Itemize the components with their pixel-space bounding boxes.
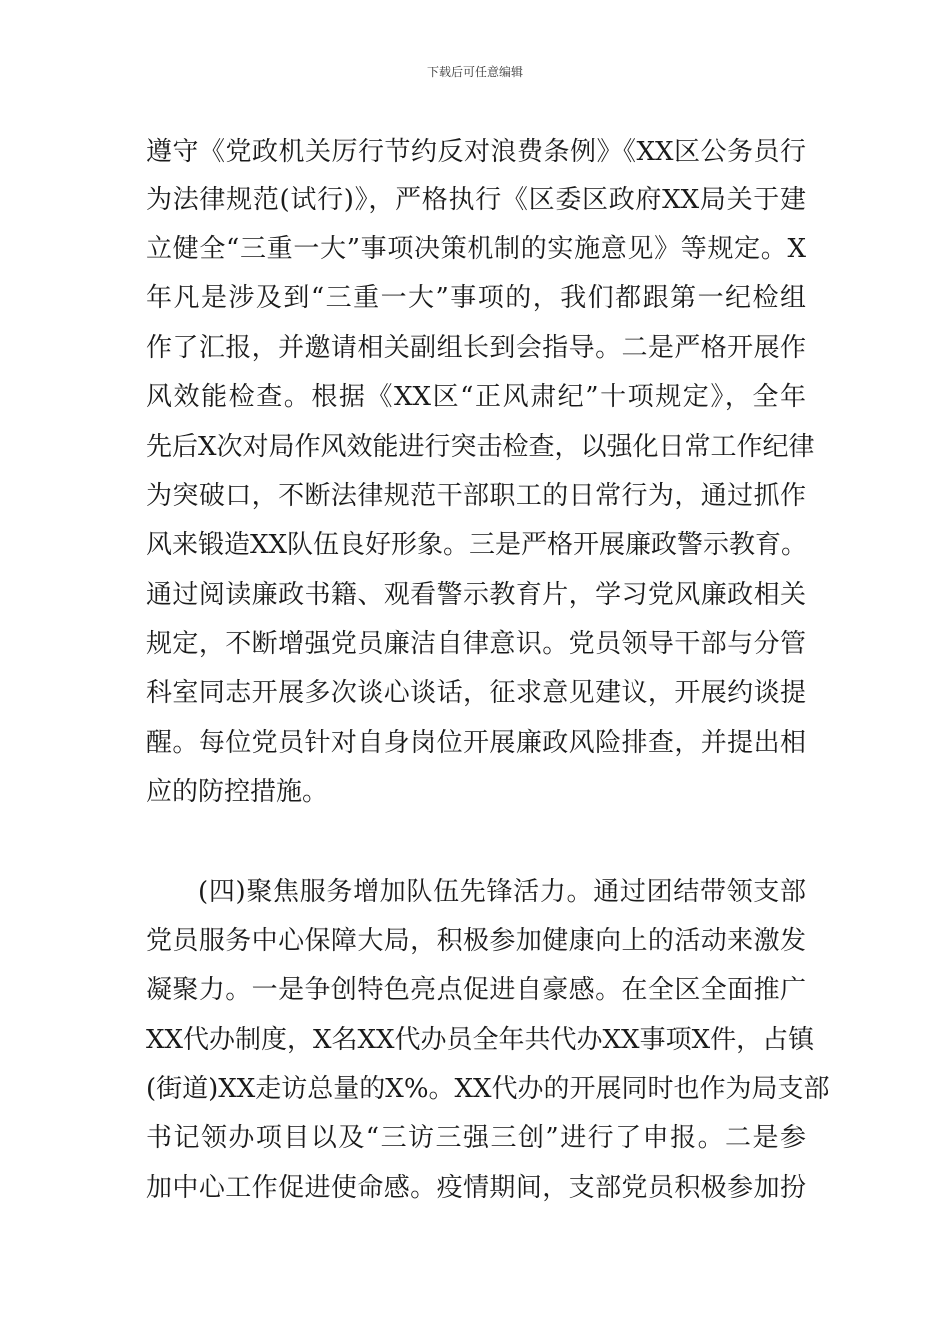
text-line: 风来锻造XX队伍良好形象。三是严格开展廉政警示教育。 — [146, 530, 808, 560]
text-line: 立健全“三重一大”事项决策机制的实施意见》等规定。X — [146, 234, 806, 264]
text-line: (四)聚焦服务增加队伍先锋活力。通过团结带领支部 — [198, 877, 806, 907]
text-line: (街道)XX走访总量的X%。XX代办的开展同时也作为局支部 — [146, 1074, 830, 1104]
text-line: 凝聚力。一是争创特色亮点促进自豪感。在全区全面推广 — [146, 975, 806, 1005]
text-line: 为突破口，不断法律规范干部职工的日常行为，通过抓作 — [146, 481, 806, 511]
text-line: 应的防控措施。 — [146, 777, 329, 807]
text-line: 遵守《党政机关厉行节约反对浪费条例》《XX区公务员行 — [146, 137, 806, 167]
text-line: 党员服务中心保障大局，积极参加健康向上的活动来激发 — [146, 926, 806, 956]
text-line: 规定，不断增强党员廉洁自律意识。党员领导干部与分管 — [146, 629, 806, 659]
text-line: 先后X次对局作风效能进行突击检查，以强化日常工作纪律 — [146, 432, 815, 462]
text-line: XX代办制度，X名XX代办员全年共代办XX事项X件，占镇 — [146, 1025, 815, 1055]
text-line: 加中心工作促进使命感。疫情期间，支部党员积极参加扮 — [146, 1173, 806, 1203]
page-header: 下载后可任意编辑 — [426, 65, 523, 79]
text-line: 书记领办项目以及“三访三强三创”进行了申报。二是参 — [146, 1123, 806, 1153]
text-line: 风效能检查。根据《XX区“正风肃纪”十项规定》，全年 — [146, 382, 806, 412]
text-line: 作了汇报，并邀请相关副组长到会指导。二是严格开展作 — [146, 333, 806, 363]
text-line: 年凡是涉及到“三重一大”事项的，我们都跟第一纪检组 — [146, 283, 806, 313]
text-line: 醒。每位党员针对自身岗位开展廉政风险排查，并提出相 — [146, 728, 806, 758]
text-line: 为法律规范(试行)》，严格执行《区委区政府XX局关于建 — [146, 185, 806, 215]
text-line: 科室同志开展多次谈心谈话，征求意见建议，开展约谈提 — [146, 678, 806, 708]
text-line: 通过阅读廉政书籍、观看警示教育片，学习党风廉政相关 — [146, 580, 806, 610]
